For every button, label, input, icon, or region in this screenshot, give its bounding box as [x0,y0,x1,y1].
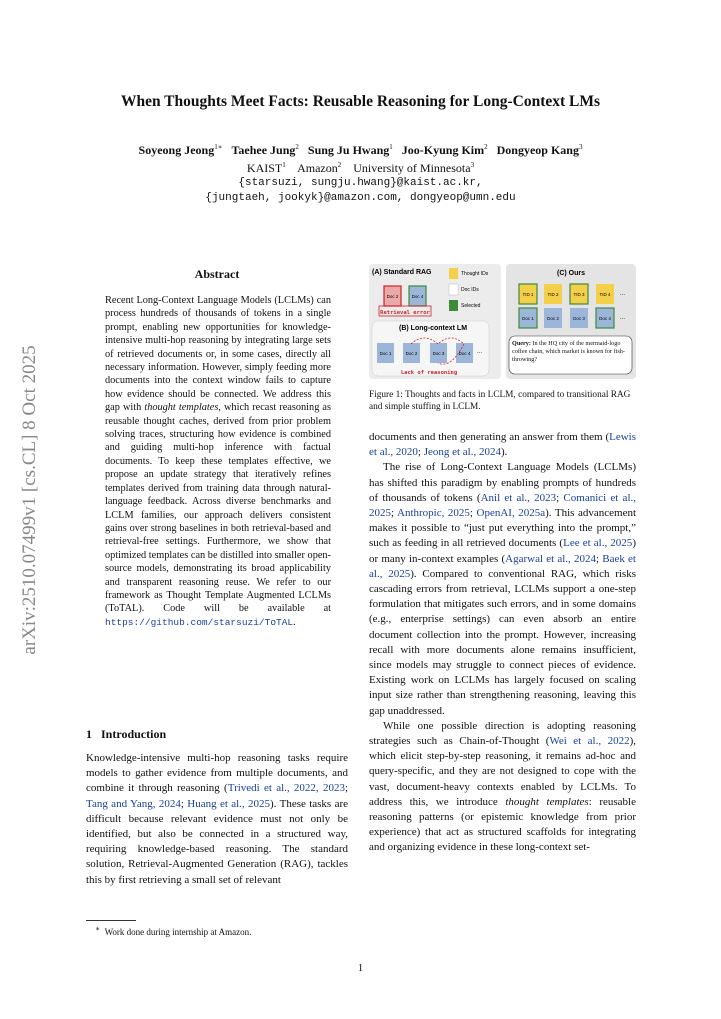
affiliations [0,158,721,176]
selected-legend-icon [449,300,458,311]
legend-thought-label: Thought IDs [461,271,489,277]
citation[interactable]: Trivedi et al., 2022, 2023 [227,782,345,795]
body-text: : reusable reasoning patterns (or epistemic knowledge from prior experience) that act as structured scaffolds for integrating and organizing evidence in these long-context set- [369,795,636,854]
citation[interactable]: Wei et al., 2022 [549,735,630,748]
panel-b-label: (B) Long-context LM [399,325,468,332]
page-number: 1 [357,962,364,974]
affiliation: Amazon [297,161,338,175]
email-line-1[interactable]: {starsuzi, sungju.hwang}@kaist.ac.kr, [238,177,483,189]
thought-legend-icon [449,268,458,279]
query-text-box [512,340,630,364]
right-column-text [369,430,636,856]
citation[interactable]: Anil et al., 2023 [480,491,557,504]
arxiv-stamp [10,300,50,700]
affiliation-sup: 1 [282,161,286,169]
citation[interactable]: Lewis et al., 2020 [369,431,636,459]
tid-row [519,284,625,304]
doc-label: Doc 1 [379,351,392,356]
author-sup: 3 [578,143,583,151]
retrieval-error-label: Retrieval error [380,310,430,316]
arxiv-id: arXiv:2510.07499v1 [cs.CL] 8 Oct 2025 [19,345,40,655]
author-name: Dongyeop Kang [496,143,579,157]
abstract-heading: Abstract [194,267,240,281]
author-name: Joo-Kyung Kim [401,143,485,157]
affiliation: University of Minnesota [353,161,471,175]
citation[interactable]: Tang and Yang, 2024 [86,797,181,810]
paper-title: When Thoughts Meet Facts: Reusable Reasoning for Long-Context LMs [120,93,601,110]
body-text: documents and then generating an answer from them ( [369,431,610,443]
footnote-rule [86,920,136,921]
author-sup: 2 [484,143,488,151]
citation[interactable]: Comanici et al., 2025 [369,491,636,520]
doc-label: Doc 3 [432,351,445,356]
section-number: 1 [86,727,92,741]
figure-caption: Figure 1: Thoughts and facts in LCLM, compared to transitional RAG and simple stuffing in LCLM. [369,390,631,412]
panel-c-label: (C) Ours [557,270,585,277]
doc-label: Doc 4 [599,316,611,321]
author-block [0,140,721,206]
panel-a-label: (A) Standard RAG [372,269,432,276]
doc-label: Doc 2 [547,316,559,321]
citation[interactable]: Jeong et al., 2024 [423,446,501,459]
affiliation-sup: 2 [337,161,342,169]
emphasis: thought templates [505,795,589,808]
footnote [86,924,348,937]
doc-legend-icon [449,284,458,295]
author-name: Taehee Jung [231,143,296,157]
abstract-text: , which recast reasoning as reusable thought caches, derived from prior problem solving traces, structuring how evidence is combined and guiding multi-hop inference with factual documents. To keep these templates effective, we propose an update strategy that iteratively refines templates derived from training data through natural-language feedback. Across diverse benchmarks and LCLM families, our approach delivers consistent gains over strong baselines in both retrieval-based and retrieval-free settings. Furthermore, we show that optimized templates can be distilled into smaller open-source models, demonstrating its broad applicability and transparent reasoning reuse. We refer to our framework as Thought Template Augmented LCLMs (ToTAL). Code will be available at [105,402,331,615]
abstract-text: Recent Long-Context Language Models (LCLMs) can process hundreds of thousands of tokens in a single prompt, enabling new opportunities for knowledge-intensive multi-hop reasoning by integrating large sets of retrieved documents or, in some cases, directly all necessary information. However, simply feeding more documents into the context window fails to capture how evidence should be connected. We address this gap with [105,295,331,414]
author-names [0,140,721,158]
citation[interactable]: Anthropic, 2025 [397,507,470,520]
paragraph: The rise of Long-Context Language Models (LCLMs) has shifted this paradigm by enabling prompts of hundreds of thousands of tokens (Anil et al., 2023; Comanici et al., 2025; Anthropic, 2025; OpenAI, 2025a). This advancement makes it possible to “just put everything into the prompt,” such as feeding in all retrieved documents (Lee et al., 2025) or many in-context examples (Agarwal et al., 2024; Baek et al., 2025). Compared to conventional RAG, which risks cascading errors from retrieval, LCLMs support a one-step formulation that mitigates such errors, and in some domains (e.g., enterprise settings) can even absorb an entire document collection into the prompt. However, increasing recall with more documents alone remains insufficient, since models may struggle to connect pieces of evidence. Existing work on LCLMs has largely focused on scaling input size rather than strengthening reasoning, leaving this gap unaddressed. [369,461,637,717]
affiliation-sup: 3 [470,161,475,169]
ellipsis: ... [620,291,626,297]
body-text: ). These tasks are difficult because relevant evidence must not only be identified, but also be connected in a structured way, requiring knowledge-based reasoning. The standard solution, Retrieval-Augmented Generation (RAG), tackles this by first retrieving a small set of relevant [86,797,348,886]
email-line-2[interactable]: {jungtaeh, jookyk}@amazon.com, dongyeop@umn.edu [205,192,516,204]
query-label: Query: [512,340,531,347]
author-sup: 1∗ [214,143,223,151]
body-text: ). This advancement makes it possible to “just put everything into the prompt,” such as feeding in all retrieved documents ( [369,507,637,550]
doc-label: Doc 4 [458,351,471,356]
body-text: Knowledge-intensive multi-hop reasoning tasks require models to gather evidence from multiple documents, and combine it through reasoning ( [86,752,348,795]
legend-doc-label: Doc IDs [461,287,479,293]
citation[interactable]: OpenAI, 2025a [476,507,546,520]
body-text: ; [180,797,188,810]
abstract-emphasis: thought templates [144,402,219,414]
author-sup: 2 [295,143,299,151]
footnote-mark: ∗ [95,924,101,933]
intro-paragraph [86,751,348,888]
ellipsis: ... [477,349,483,355]
doc-label: Doc 4 [411,294,424,299]
lack-reasoning-label: Lack of reasoning [400,370,458,376]
body-text: The rise of Long-Context Language Models (LCLMs) has shifted this paradigm by enabling prompts of hundreds of thousands of tokens ( [369,461,636,504]
abstract-text: . [293,616,296,628]
doc-label: Doc 2 [405,351,418,356]
footnote-text: Work done during internship at Amazon. [104,927,252,937]
ellipsis: ... [620,315,626,321]
tid-label: TID 2 [547,292,559,297]
section-title: Introduction [101,727,167,741]
figure-1 [369,264,636,381]
body-text: While one possible direction is adopting reasoning strategies such as Chain-of-Thought ( [369,719,636,748]
tid-label: TID 3 [573,292,585,297]
body-text: ; [344,782,348,795]
affiliation: KAIST [246,161,283,175]
author-name: Soyeong Jeong [138,143,215,157]
citation[interactable]: Baek et al., 2025 [369,552,636,580]
author-sup: 1 [389,143,393,151]
author-name: Sung Ju Hwang [307,143,390,157]
legend-selected-label: Selected [461,303,481,309]
tid-label: TID 4 [599,292,611,297]
doc-label: Doc 1 [522,316,534,321]
paragraph: documents and then generating an answer from them (Lewis et al., 2020; Jeong et al., 2024). [369,431,636,459]
code-link[interactable]: https://github.com/starsuzi/ToTAL [105,616,294,628]
citation[interactable]: Huang et al., 2025 [187,797,271,810]
body-text: ). Compared to conventional RAG, which risks cascading errors from retrieval, LCLMs support a one-step formulation that mitigates such errors, and in some domains (e.g., enterprise settings) can even absorb an entire document collection into the prompt. However, increasing recall with more documents alone remains insufficient, since models may struggle to connect pieces of evidence. Existing work on LCLMs has largely focused on scaling input size rather than strengthening reasoning, leaving this gap unaddressed. [369,567,636,717]
doc-label: Doc 3 [573,316,585,321]
doc-label: Doc 2 [386,294,399,299]
body-text: ), which elicit step-by-step reasoning, it remains ad-hoc and query-specific, and they are not designed to cope with the vast, document-heavy contexts enabled by LCLMs. To address this, we introduce [369,735,636,808]
section-heading [86,727,348,742]
ours-doc-row [519,308,625,328]
paragraph [369,719,636,856]
citation[interactable]: Lee et al., 2025 [563,537,633,550]
tid-label: TID 1 [522,292,534,297]
body-text: ) or many in-context examples ( [369,537,636,565]
query-text: In the HQ city of the mermaid-logo coffee chain, which market is known for fish-throwing? [512,340,625,363]
citation[interactable]: Agarwal et al., 2024 [505,552,596,565]
body-text: ). [501,446,508,459]
abstract-body [105,294,331,629]
